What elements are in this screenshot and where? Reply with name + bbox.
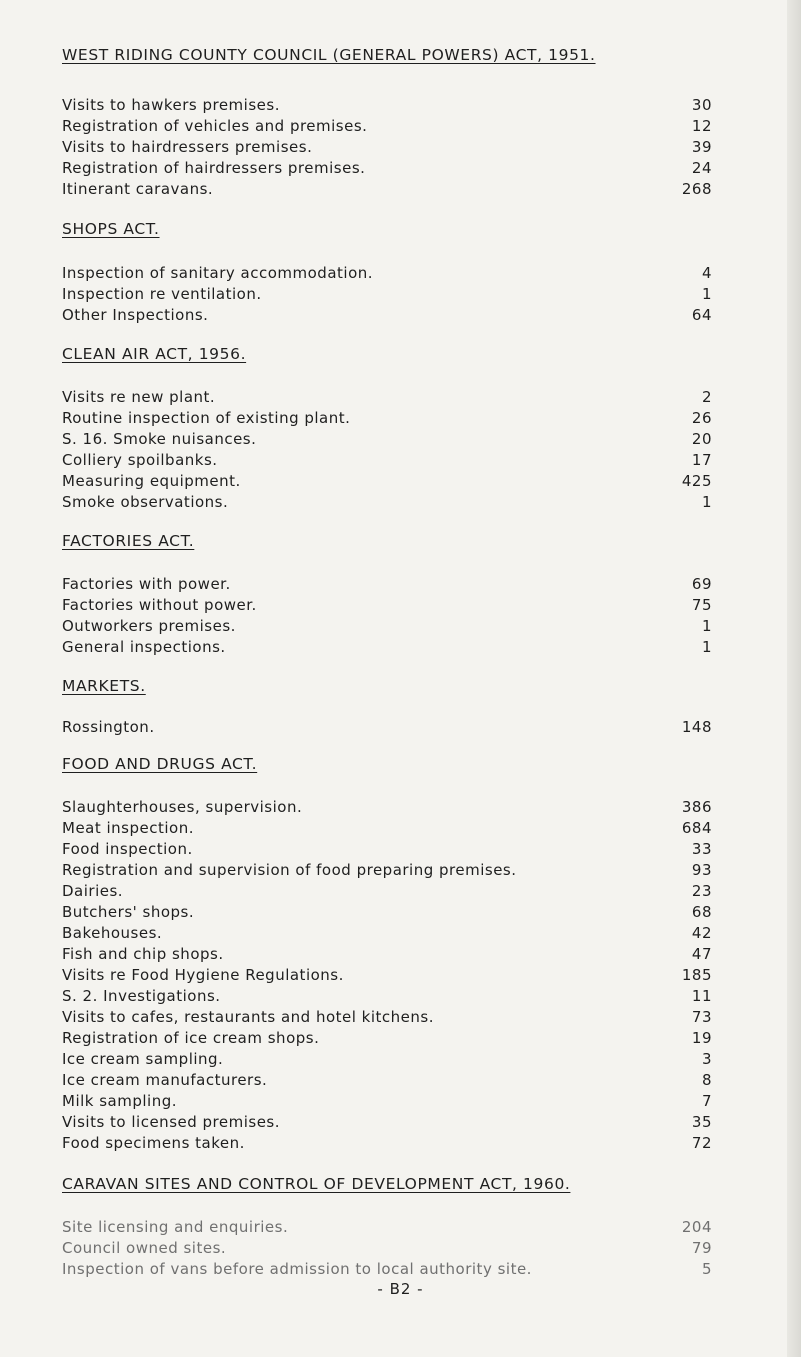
item-label: Inspection of sanitary accommodation. <box>62 264 374 282</box>
list-item <box>62 575 712 597</box>
item-value: 268 <box>681 180 712 198</box>
list-item <box>62 861 712 883</box>
item-value: 684 <box>681 819 712 837</box>
list-item <box>62 1050 712 1072</box>
list-item <box>62 409 712 431</box>
list-item <box>62 264 712 286</box>
item-value: 11 <box>691 987 712 1005</box>
list-item <box>62 987 712 1009</box>
item-label: Butchers' shops. <box>62 903 195 921</box>
item-value: 1 <box>701 285 712 303</box>
item-label: S. 2. Investigations. <box>62 987 221 1005</box>
list-item <box>62 1218 712 1240</box>
item-value: 1 <box>701 493 712 511</box>
list-item <box>62 882 712 904</box>
item-label: Ice cream manufacturers. <box>62 1071 268 1089</box>
item-label: Fish and chip shops. <box>62 945 224 963</box>
list-item <box>62 1134 712 1156</box>
list-item <box>62 1008 712 1030</box>
list-item <box>62 285 712 307</box>
list-item <box>62 493 712 515</box>
item-label: Registration of ice cream shops. <box>62 1029 320 1047</box>
page-title: WEST RIDING COUNTY COUNCIL (GENERAL POWERS) ACT, 1951. <box>62 46 596 64</box>
item-label: Food specimens taken. <box>62 1134 245 1152</box>
section-heading-food-and-drugs-act: FOOD AND DRUGS ACT. <box>62 755 258 773</box>
list-item <box>62 945 712 967</box>
item-label: Itinerant caravans. <box>62 180 214 198</box>
list-item <box>62 472 712 494</box>
item-label: Smoke observations. <box>62 493 229 511</box>
list-item <box>62 819 712 841</box>
item-label: Site licensing and enquiries. <box>62 1218 289 1236</box>
section-heading-factories-act: FACTORIES ACT. <box>62 532 195 550</box>
list-item <box>62 1260 712 1282</box>
item-label: S. 16. Smoke nuisances. <box>62 430 257 448</box>
item-value: 75 <box>691 596 712 614</box>
item-value: 386 <box>681 798 712 816</box>
section-heading-shops-act: SHOPS ACT. <box>62 220 160 238</box>
item-value: 72 <box>691 1134 712 1152</box>
section-heading-clean-air-act: CLEAN AIR ACT, 1956. <box>62 345 247 363</box>
list-item <box>62 1113 712 1135</box>
item-label: Milk sampling. <box>62 1092 178 1110</box>
item-value: 64 <box>691 306 712 324</box>
item-value: 204 <box>681 1218 712 1236</box>
item-value: 19 <box>691 1029 712 1047</box>
list-item <box>62 718 712 740</box>
item-label: Visits to cafes, restaurants and hotel kitchens. <box>62 1008 434 1026</box>
item-value: 1 <box>701 638 712 656</box>
item-label: Rossington. <box>62 718 155 736</box>
item-value: 93 <box>691 861 712 879</box>
list-item <box>62 924 712 946</box>
item-label: Visits to hawkers premises. <box>62 96 280 114</box>
item-label: Visits to hairdressers premises. <box>62 138 313 156</box>
item-label: Registration of vehicles and premises. <box>62 117 368 135</box>
list-item <box>62 638 712 660</box>
item-value: 1 <box>701 617 712 635</box>
item-label: Inspection of vans before admission to local authority site. <box>62 1260 532 1278</box>
item-value: 68 <box>691 903 712 921</box>
item-label: Slaughterhouses, supervision. <box>62 798 303 816</box>
section-heading-caravan-sites-act: CARAVAN SITES AND CONTROL OF DEVELOPMENT ACT, 1960. <box>62 1175 571 1193</box>
item-value: 69 <box>691 575 712 593</box>
item-label: Ice cream sampling. <box>62 1050 224 1068</box>
item-value: 24 <box>691 159 712 177</box>
page-edge-shadow <box>787 0 801 1357</box>
list-item <box>62 138 712 160</box>
item-value: 4 <box>701 264 712 282</box>
item-label: Visits to licensed premises. <box>62 1113 281 1131</box>
item-label: General inspections. <box>62 638 226 656</box>
list-item <box>62 617 712 639</box>
item-value: 2 <box>701 388 712 406</box>
item-value: 39 <box>691 138 712 156</box>
list-item <box>62 903 712 925</box>
list-item <box>62 1029 712 1051</box>
item-label: Visits re Food Hygiene Regulations. <box>62 966 344 984</box>
item-value: 148 <box>681 718 712 736</box>
list-item <box>62 798 712 820</box>
item-label: Meat inspection. <box>62 819 194 837</box>
item-label: Factories with power. <box>62 575 231 593</box>
item-label: Routine inspection of existing plant. <box>62 409 351 427</box>
section-heading-markets: MARKETS. <box>62 677 146 695</box>
item-value: 12 <box>691 117 712 135</box>
item-value: 73 <box>691 1008 712 1026</box>
item-label: Visits re new plant. <box>62 388 216 406</box>
item-value: 47 <box>691 945 712 963</box>
item-value: 26 <box>691 409 712 427</box>
item-label: Dairies. <box>62 882 124 900</box>
list-item <box>62 596 712 618</box>
list-item <box>62 1239 712 1261</box>
list-item <box>62 96 712 118</box>
item-label: Inspection re ventilation. <box>62 285 262 303</box>
item-value: 35 <box>691 1113 712 1131</box>
item-label: Food inspection. <box>62 840 193 858</box>
list-item <box>62 1092 712 1114</box>
item-label: Factories without power. <box>62 596 257 614</box>
list-item <box>62 306 712 328</box>
list-item <box>62 451 712 473</box>
list-item <box>62 159 712 181</box>
item-value: 7 <box>701 1092 712 1110</box>
item-value: 8 <box>701 1071 712 1089</box>
item-label: Registration of hairdressers premises. <box>62 159 366 177</box>
item-label: Council owned sites. <box>62 1239 227 1257</box>
item-label: Bakehouses. <box>62 924 163 942</box>
item-value: 3 <box>701 1050 712 1068</box>
item-value: 5 <box>701 1260 712 1278</box>
item-value: 20 <box>691 430 712 448</box>
item-value: 17 <box>691 451 712 469</box>
item-value: 23 <box>691 882 712 900</box>
item-value: 185 <box>681 966 712 984</box>
item-label: Registration and supervision of food preparing premises. <box>62 861 517 879</box>
item-value: 42 <box>691 924 712 942</box>
item-value: 30 <box>691 96 712 114</box>
list-item <box>62 1071 712 1093</box>
item-label: Outworkers premises. <box>62 617 236 635</box>
list-item <box>62 180 712 202</box>
list-item <box>62 117 712 139</box>
item-value: 79 <box>691 1239 712 1257</box>
item-label: Other Inspections. <box>62 306 209 324</box>
item-label: Colliery spoilbanks. <box>62 451 218 469</box>
item-value: 425 <box>681 472 712 490</box>
item-label: Measuring equipment. <box>62 472 241 490</box>
list-item <box>62 430 712 452</box>
list-item <box>62 840 712 862</box>
list-item <box>62 966 712 988</box>
page-number: - B2 - <box>377 1280 424 1298</box>
item-value: 33 <box>691 840 712 858</box>
list-item <box>62 388 712 410</box>
